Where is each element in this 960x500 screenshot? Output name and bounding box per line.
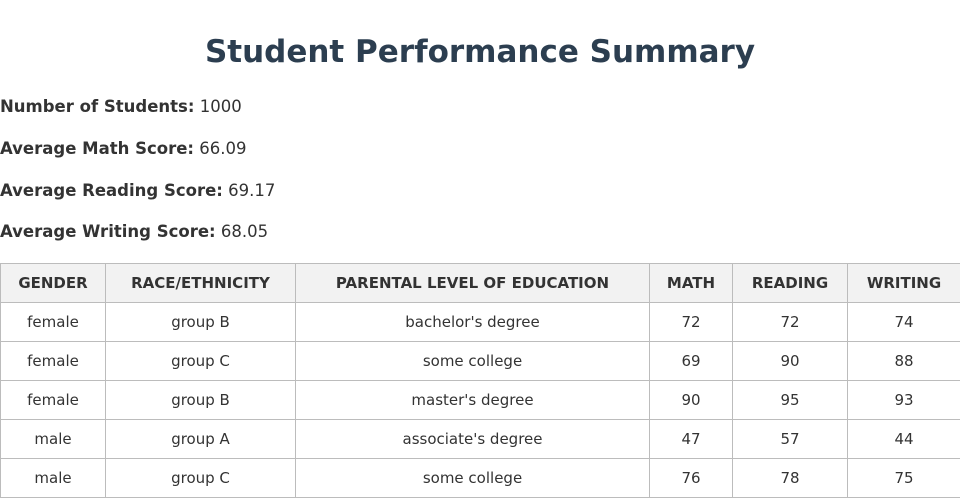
cell-writing: 88 [848, 342, 960, 381]
cell-math: 47 [650, 420, 733, 459]
cell-math: 90 [650, 381, 733, 420]
cell-reading: 57 [733, 420, 848, 459]
cell-race-ethnicity: group A [106, 420, 296, 459]
page-title: Student Performance Summary [204, 34, 756, 70]
stat-average-writing-score [0, 221, 268, 243]
cell-writing: 93 [848, 381, 960, 420]
cell-writing: 74 [848, 303, 960, 342]
table-row [1, 381, 960, 420]
cell-gender: male [1, 420, 106, 459]
stat-label: Average Math Score: [0, 139, 195, 158]
cell-gender: female [1, 303, 106, 342]
cell-parental-education: master's degree [296, 381, 650, 420]
cell-reading: 78 [733, 459, 848, 498]
cell-math: 76 [650, 459, 733, 498]
table-header-row [1, 264, 960, 303]
cell-race-ethnicity: group B [106, 303, 296, 342]
stat-average-reading-score [0, 180, 275, 202]
cell-parental-education: bachelor's degree [296, 303, 650, 342]
stat-number-of-students [0, 96, 242, 118]
stat-value: 66.09 [199, 139, 247, 158]
cell-parental-education: some college [296, 342, 650, 381]
stat-label: Average Reading Score: [0, 181, 223, 200]
cell-race-ethnicity: group C [106, 459, 296, 498]
cell-race-ethnicity: group C [106, 342, 296, 381]
column-header-gender: GENDER [1, 264, 106, 303]
stat-value: 1000 [199, 97, 242, 116]
column-header-writing: WRITING [848, 264, 960, 303]
cell-parental-education: some college [296, 459, 650, 498]
cell-reading: 95 [733, 381, 848, 420]
column-header-race-ethnicity: RACE/ETHNICITY [106, 264, 296, 303]
cell-math: 72 [650, 303, 733, 342]
column-header-parental-education: PARENTAL LEVEL OF EDUCATION [296, 264, 650, 303]
column-header-reading: READING [733, 264, 848, 303]
cell-gender: female [1, 381, 106, 420]
column-header-math: MATH [650, 264, 733, 303]
cell-writing: 44 [848, 420, 960, 459]
cell-race-ethnicity: group B [106, 381, 296, 420]
student-scores-table [0, 263, 960, 498]
cell-reading: 90 [733, 342, 848, 381]
cell-gender: male [1, 459, 106, 498]
table-row [1, 303, 960, 342]
stat-value: 69.17 [228, 181, 276, 200]
stat-label: Average Writing Score: [0, 222, 216, 241]
stat-value: 68.05 [220, 222, 269, 241]
cell-math: 69 [650, 342, 733, 381]
stat-label: Number of Students: [0, 97, 195, 116]
cell-gender: female [1, 342, 106, 381]
table-row [1, 420, 960, 459]
table-row [1, 342, 960, 381]
cell-writing: 75 [848, 459, 960, 498]
cell-reading: 72 [733, 303, 848, 342]
stat-average-math-score [0, 138, 247, 160]
table-row [1, 459, 960, 498]
cell-parental-education: associate's degree [296, 420, 650, 459]
